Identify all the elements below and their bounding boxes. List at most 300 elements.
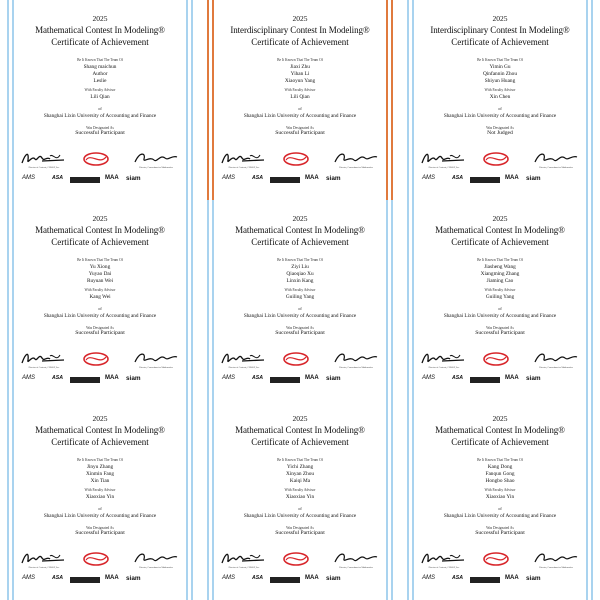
designation: Successful Participant: [75, 330, 125, 336]
certificate-subtitle: Certificate of Achievement: [451, 437, 549, 447]
signature-left-caption: Director of Contests, COMAP, Inc.: [228, 367, 260, 369]
of-text: of: [98, 106, 102, 111]
handwritten-signature-icon: [20, 350, 68, 367]
signature-right-caption: Director, Consortium for Mathematics: [539, 567, 573, 569]
signature-row: [420, 550, 580, 578]
signature-row: [220, 150, 380, 178]
comap-logo-icon: [282, 150, 310, 168]
comap-logo-icon: [482, 350, 510, 368]
handwritten-signature-icon: [332, 550, 380, 567]
designation-label: Was Designated As: [86, 126, 114, 130]
handwritten-signature-icon: [332, 350, 380, 367]
maa-logo: MAA: [505, 175, 519, 181]
right-stripe-outer: [191, 200, 193, 400]
right-stripe-outer: [191, 0, 193, 200]
comap-logo: [482, 350, 510, 370]
designation: Successful Participant: [75, 530, 125, 536]
ams-logo: AMS: [222, 175, 236, 181]
asa-logo: ASA: [452, 375, 463, 381]
left-stripe-inner: [12, 200, 14, 400]
siam-logo: siam: [526, 175, 541, 182]
advisor-label: With Faculty Advisor: [284, 488, 316, 492]
contest-title: Mathematical Contest In Modeling®: [35, 225, 165, 235]
team-intro-line: Be It Known That The Team Of: [277, 458, 323, 462]
of-text: of: [98, 306, 102, 311]
signature-left: [220, 150, 268, 170]
contest-title: Mathematical Contest In Modeling®: [35, 25, 165, 35]
sponsor-logo-bar: [70, 177, 100, 183]
team-member-name: Qiaoqiao Xu: [286, 271, 314, 277]
left-stripe-outer: [207, 0, 209, 200]
maa-logo: MAA: [105, 175, 119, 181]
team-member-name: Yuyao Dai: [88, 271, 112, 277]
signature-left-caption: Director of Contests, COMAP, Inc.: [428, 567, 460, 569]
of-text: of: [498, 106, 502, 111]
sponsor-logo-bar: [70, 577, 100, 583]
team-intro-line: Be It Known That The Team Of: [77, 58, 123, 62]
team-members: [416, 64, 584, 85]
comap-logo: [482, 150, 510, 170]
comap-logo: [282, 550, 310, 570]
comap-logo-icon: [82, 150, 110, 168]
right-stripe-outer: [591, 400, 593, 600]
certificate: [0, 400, 200, 600]
university-name: Shanghai Lixin University of Accounting and Finance: [443, 113, 557, 119]
comap-logo: [282, 150, 310, 170]
designation-label: Was Designated As: [486, 126, 514, 130]
siam-logo: siam: [326, 375, 341, 382]
team-member-name: Xinmin Fang: [85, 471, 115, 477]
certificate-subtitle: Certificate of Achievement: [451, 237, 549, 247]
signature-right: [532, 550, 580, 570]
of-text: of: [498, 306, 502, 311]
university-name: Shanghai Lixin University of Accounting and Finance: [43, 313, 157, 319]
left-stripe-outer: [7, 0, 9, 200]
left-stripe-inner: [412, 0, 414, 200]
signature-row: [220, 350, 380, 378]
team-members: [416, 264, 584, 285]
sponsor-logos: [222, 575, 374, 587]
university-name: Shanghai Lixin University of Accounting and Finance: [43, 113, 157, 119]
certificate-subtitle: Certificate of Achievement: [51, 237, 149, 247]
sponsor-logo-bar: [270, 577, 300, 583]
comap-logo: [282, 350, 310, 370]
contest-title: Interdisciplinary Contest In Modeling®: [230, 25, 370, 35]
team-member-name: Linxin Kang: [286, 278, 314, 284]
right-stripe-inner: [386, 0, 388, 200]
designation: Successful Participant: [75, 130, 125, 136]
left-stripe-outer: [7, 400, 9, 600]
comap-logo-icon: [482, 550, 510, 568]
faculty-advisor: Kang Wei: [89, 294, 111, 300]
siam-logo: siam: [126, 575, 141, 582]
signature-right-caption: Director, Consortium for Mathematics: [339, 167, 373, 169]
university-name: Shanghai Lixin University of Accounting and Finance: [43, 513, 157, 519]
team-members: [16, 64, 184, 85]
team-member-name: Author: [92, 71, 108, 77]
comap-logo: [82, 350, 110, 370]
comap-logo: [82, 550, 110, 570]
team-intro-line: Be It Known That The Team Of: [477, 458, 523, 462]
maa-logo: MAA: [505, 375, 519, 381]
signature-right-caption: Director, Consortium for Mathematics: [139, 167, 173, 169]
comap-logo-icon: [282, 350, 310, 368]
handwritten-signature-icon: [20, 150, 68, 167]
certificate-year: 2025: [492, 214, 508, 223]
signature-right: [332, 550, 380, 570]
right-stripe-inner: [586, 200, 588, 400]
right-stripe-outer: [391, 400, 393, 600]
signature-left: [20, 350, 68, 370]
signature-left-caption: Director of Contests, COMAP, Inc.: [228, 167, 260, 169]
asa-logo: ASA: [252, 375, 263, 381]
team-member-name: Shiyun Huang: [484, 78, 516, 84]
comap-logo: [82, 150, 110, 170]
right-stripe-inner: [186, 0, 188, 200]
faculty-advisor: Lili Qian: [290, 94, 310, 100]
left-stripe-inner: [212, 200, 214, 400]
asa-logo: ASA: [452, 175, 463, 181]
right-stripe-outer: [591, 0, 593, 200]
team-member-name: Jiaxi Zhu: [290, 64, 310, 70]
advisor-label: With Faculty Advisor: [484, 488, 516, 492]
signature-left-caption: Director of Contests, COMAP, Inc.: [28, 167, 60, 169]
university-name: Shanghai Lixin University of Accounting and Finance: [243, 313, 357, 319]
team-member-name: Xiangming Zhang: [480, 271, 520, 277]
siam-logo: siam: [126, 175, 141, 182]
maa-logo: MAA: [305, 575, 319, 581]
sponsor-logos: [422, 375, 574, 387]
of-text: of: [298, 306, 302, 311]
designation-label: Was Designated As: [86, 326, 114, 330]
asa-logo: ASA: [52, 375, 63, 381]
team-member-name: Xin Tian: [90, 478, 110, 484]
team-member-name: Kang Dong: [487, 464, 513, 470]
university-name: Shanghai Lixin University of Accounting and Finance: [443, 513, 557, 519]
left-stripe-outer: [207, 400, 209, 600]
signature-left: [420, 150, 468, 170]
team-member-name: Jinyu Zhang: [86, 464, 114, 470]
asa-logo: ASA: [452, 575, 463, 581]
handwritten-signature-icon: [420, 550, 468, 567]
certificate-year: 2025: [92, 414, 108, 423]
handwritten-signature-icon: [420, 350, 468, 367]
right-stripe-outer: [391, 200, 393, 400]
left-stripe-outer: [7, 200, 9, 400]
handwritten-signature-icon: [532, 550, 580, 567]
sponsor-logos: [422, 175, 574, 187]
handwritten-signature-icon: [420, 150, 468, 167]
certificate-year: 2025: [292, 14, 308, 23]
maa-logo: MAA: [305, 375, 319, 381]
signature-left: [420, 350, 468, 370]
contest-title: Interdisciplinary Contest In Modeling®: [430, 25, 570, 35]
maa-logo: MAA: [105, 375, 119, 381]
certificate-subtitle: Certificate of Achievement: [451, 37, 549, 47]
siam-logo: siam: [526, 375, 541, 382]
of-text: of: [298, 106, 302, 111]
handwritten-signature-icon: [220, 550, 268, 567]
handwritten-signature-icon: [132, 350, 180, 367]
certificate: [0, 200, 200, 400]
designation: Successful Participant: [475, 330, 525, 336]
certificate: [200, 200, 400, 400]
team-members: [216, 64, 384, 85]
sponsor-logo-bar: [470, 577, 500, 583]
signature-left: [20, 550, 68, 570]
sponsor-logo-bar: [470, 377, 500, 383]
designation-label: Was Designated As: [486, 326, 514, 330]
signature-row: [420, 150, 580, 178]
certificate-subtitle: Certificate of Achievement: [251, 437, 349, 447]
designation-label: Was Designated As: [86, 526, 114, 530]
ams-logo: AMS: [422, 375, 436, 381]
university-name: Shanghai Lixin University of Accounting and Finance: [243, 513, 357, 519]
designation: Not Judged: [487, 130, 513, 136]
siam-logo: siam: [526, 575, 541, 582]
signature-row: [20, 350, 180, 378]
signature-right: [332, 350, 380, 370]
team-member-name: Jiasheng Wang: [484, 264, 516, 270]
signature-left: [420, 550, 468, 570]
asa-logo: ASA: [52, 175, 63, 181]
team-intro-line: Be It Known That The Team Of: [477, 258, 523, 262]
faculty-advisor: Lili Qian: [90, 94, 110, 100]
signature-right: [532, 350, 580, 370]
designation: Successful Participant: [475, 530, 525, 536]
handwritten-signature-icon: [532, 150, 580, 167]
signature-right-caption: Director, Consortium for Mathematics: [339, 367, 373, 369]
faculty-advisor: Guiling Yang: [485, 294, 515, 300]
team-members: [216, 264, 384, 285]
faculty-advisor: Xiaoxiao Yin: [85, 494, 115, 500]
certificate-year: 2025: [92, 14, 108, 23]
team-intro-line: Be It Known That The Team Of: [77, 458, 123, 462]
advisor-label: With Faculty Advisor: [484, 88, 516, 92]
handwritten-signature-icon: [132, 150, 180, 167]
left-stripe-outer: [407, 400, 409, 600]
contest-title: Mathematical Contest In Modeling®: [435, 225, 565, 235]
team-members: [416, 464, 584, 485]
designation: Successful Participant: [275, 330, 325, 336]
maa-logo: MAA: [105, 575, 119, 581]
team-intro-line: Be It Known That The Team Of: [277, 258, 323, 262]
left-stripe-inner: [212, 0, 214, 200]
signature-right-caption: Director, Consortium for Mathematics: [339, 567, 373, 569]
sponsor-logo-bar: [70, 377, 100, 383]
university-name: Shanghai Lixin University of Accounting and Finance: [243, 113, 357, 119]
certificate-year: 2025: [292, 214, 308, 223]
right-stripe-inner: [586, 0, 588, 200]
team-member-name: Yichi Zhang: [286, 464, 314, 470]
faculty-advisor: Xiaoxiao Yin: [485, 494, 515, 500]
signature-left: [20, 150, 68, 170]
sponsor-logos: [222, 375, 374, 387]
right-stripe-inner: [186, 200, 188, 400]
right-stripe-outer: [591, 200, 593, 400]
comap-logo-icon: [282, 550, 310, 568]
certificate-year: 2025: [292, 414, 308, 423]
asa-logo: ASA: [52, 575, 63, 581]
contest-title: Mathematical Contest In Modeling®: [235, 425, 365, 435]
left-stripe-inner: [212, 400, 214, 600]
handwritten-signature-icon: [532, 350, 580, 367]
certificate: [400, 200, 600, 400]
designation-label: Was Designated As: [286, 326, 314, 330]
team-member-name: Fanqun Gong: [485, 471, 515, 477]
ams-logo: AMS: [422, 175, 436, 181]
advisor-label: With Faculty Advisor: [284, 88, 316, 92]
sponsor-logo-bar: [270, 177, 300, 183]
ams-logo: AMS: [422, 575, 436, 581]
signature-row: [20, 150, 180, 178]
right-stripe-inner: [186, 400, 188, 600]
sponsor-logos: [422, 575, 574, 587]
signature-left-caption: Director of Contests, COMAP, Inc.: [28, 567, 60, 569]
comap-logo-icon: [482, 150, 510, 168]
left-stripe-outer: [407, 0, 409, 200]
left-stripe-outer: [207, 200, 209, 400]
handwritten-signature-icon: [220, 150, 268, 167]
team-member-name: Yu Xiong: [89, 264, 111, 270]
team-intro-line: Be It Known That The Team Of: [277, 58, 323, 62]
signature-right: [132, 150, 180, 170]
right-stripe-inner: [386, 400, 388, 600]
contest-title: Mathematical Contest In Modeling®: [35, 425, 165, 435]
signature-left-caption: Director of Contests, COMAP, Inc.: [28, 367, 60, 369]
team-member-name: Qinfannin Zhou: [483, 71, 517, 77]
ams-logo: AMS: [222, 575, 236, 581]
signature-row: [220, 550, 380, 578]
ams-logo: AMS: [22, 575, 36, 581]
signature-row: [20, 550, 180, 578]
certificate: [400, 400, 600, 600]
certificate: [200, 400, 400, 600]
handwritten-signature-icon: [132, 550, 180, 567]
handwritten-signature-icon: [220, 350, 268, 367]
left-stripe-inner: [12, 400, 14, 600]
designation-label: Was Designated As: [486, 526, 514, 530]
signature-right-caption: Director, Consortium for Mathematics: [539, 167, 573, 169]
signature-left-caption: Director of Contests, COMAP, Inc.: [428, 367, 460, 369]
faculty-advisor: Guiling Yang: [285, 294, 315, 300]
sponsor-logos: [222, 175, 374, 187]
designation-label: Was Designated As: [286, 526, 314, 530]
siam-logo: siam: [326, 575, 341, 582]
siam-logo: siam: [126, 375, 141, 382]
of-text: of: [98, 506, 102, 511]
signature-left-caption: Director of Contests, COMAP, Inc.: [228, 567, 260, 569]
university-name: Shanghai Lixin University of Accounting and Finance: [443, 313, 557, 319]
sponsor-logos: [22, 375, 174, 387]
right-stripe-inner: [586, 400, 588, 600]
team-member-name: Shang maichun: [83, 64, 117, 70]
certificate-subtitle: Certificate of Achievement: [251, 237, 349, 247]
signature-right: [332, 150, 380, 170]
team-member-name: Hongbo Shao: [485, 478, 515, 484]
faculty-advisor: Xiaoxiao Yin: [285, 494, 315, 500]
team-intro-line: Be It Known That The Team Of: [477, 58, 523, 62]
designation: Successful Participant: [275, 130, 325, 136]
team-members: [16, 464, 184, 485]
signature-right: [132, 350, 180, 370]
team-member-name: Yihan Li: [290, 71, 310, 77]
comap-logo-icon: [82, 550, 110, 568]
certificate: [0, 0, 200, 200]
advisor-label: With Faculty Advisor: [484, 288, 516, 292]
maa-logo: MAA: [305, 175, 319, 181]
certificate: [200, 0, 400, 200]
signature-left-caption: Director of Contests, COMAP, Inc.: [428, 167, 460, 169]
left-stripe-inner: [412, 400, 414, 600]
certificate-year: 2025: [492, 414, 508, 423]
team-members: [16, 264, 184, 285]
ams-logo: AMS: [22, 375, 36, 381]
of-text: of: [298, 506, 302, 511]
right-stripe-outer: [391, 0, 393, 200]
team-member-name: Xiaoyun Yang: [284, 78, 316, 84]
contest-title: Mathematical Contest In Modeling®: [235, 225, 365, 235]
comap-logo-icon: [82, 350, 110, 368]
certificate-year: 2025: [492, 14, 508, 23]
advisor-label: With Faculty Advisor: [84, 488, 116, 492]
left-stripe-inner: [412, 200, 414, 400]
ams-logo: AMS: [22, 175, 36, 181]
handwritten-signature-icon: [332, 150, 380, 167]
comap-logo: [482, 550, 510, 570]
right-stripe-outer: [191, 400, 193, 600]
certificate-subtitle: Certificate of Achievement: [51, 37, 149, 47]
left-stripe-inner: [12, 0, 14, 200]
designation: Successful Participant: [275, 530, 325, 536]
ams-logo: AMS: [222, 375, 236, 381]
asa-logo: ASA: [252, 575, 263, 581]
right-stripe-inner: [386, 200, 388, 400]
contest-title: Mathematical Contest In Modeling®: [435, 425, 565, 435]
sponsor-logos: [22, 175, 174, 187]
certificate-subtitle: Certificate of Achievement: [251, 37, 349, 47]
sponsor-logo-bar: [270, 377, 300, 383]
left-stripe-outer: [407, 200, 409, 400]
certificate-year: 2025: [92, 214, 108, 223]
sponsor-logo-bar: [470, 177, 500, 183]
team-member-name: Ziyi Liu: [291, 264, 309, 270]
advisor-label: With Faculty Advisor: [284, 288, 316, 292]
team-members: [216, 464, 384, 485]
team-member-name: Ruyuan Wei: [86, 278, 114, 284]
team-member-name: Xinyan Zhou: [285, 471, 315, 477]
team-intro-line: Be It Known That The Team Of: [77, 258, 123, 262]
certificate: [400, 0, 600, 200]
certificate-subtitle: Certificate of Achievement: [51, 437, 149, 447]
team-member-name: Jiaming Cao: [486, 278, 514, 284]
handwritten-signature-icon: [20, 550, 68, 567]
advisor-label: With Faculty Advisor: [84, 88, 116, 92]
signature-row: [420, 350, 580, 378]
signature-right: [132, 550, 180, 570]
signature-left: [220, 350, 268, 370]
advisor-label: With Faculty Advisor: [84, 288, 116, 292]
signature-right-caption: Director, Consortium for Mathematics: [539, 367, 573, 369]
signature-right-caption: Director, Consortium for Mathematics: [139, 567, 173, 569]
faculty-advisor: Xin Chen: [489, 94, 511, 100]
team-member-name: Yimin Gu: [489, 64, 511, 70]
team-member-name: Kaiqi Ma: [289, 478, 311, 484]
sponsor-logos: [22, 575, 174, 587]
asa-logo: ASA: [252, 175, 263, 181]
signature-right-caption: Director, Consortium for Mathematics: [139, 367, 173, 369]
signature-left: [220, 550, 268, 570]
